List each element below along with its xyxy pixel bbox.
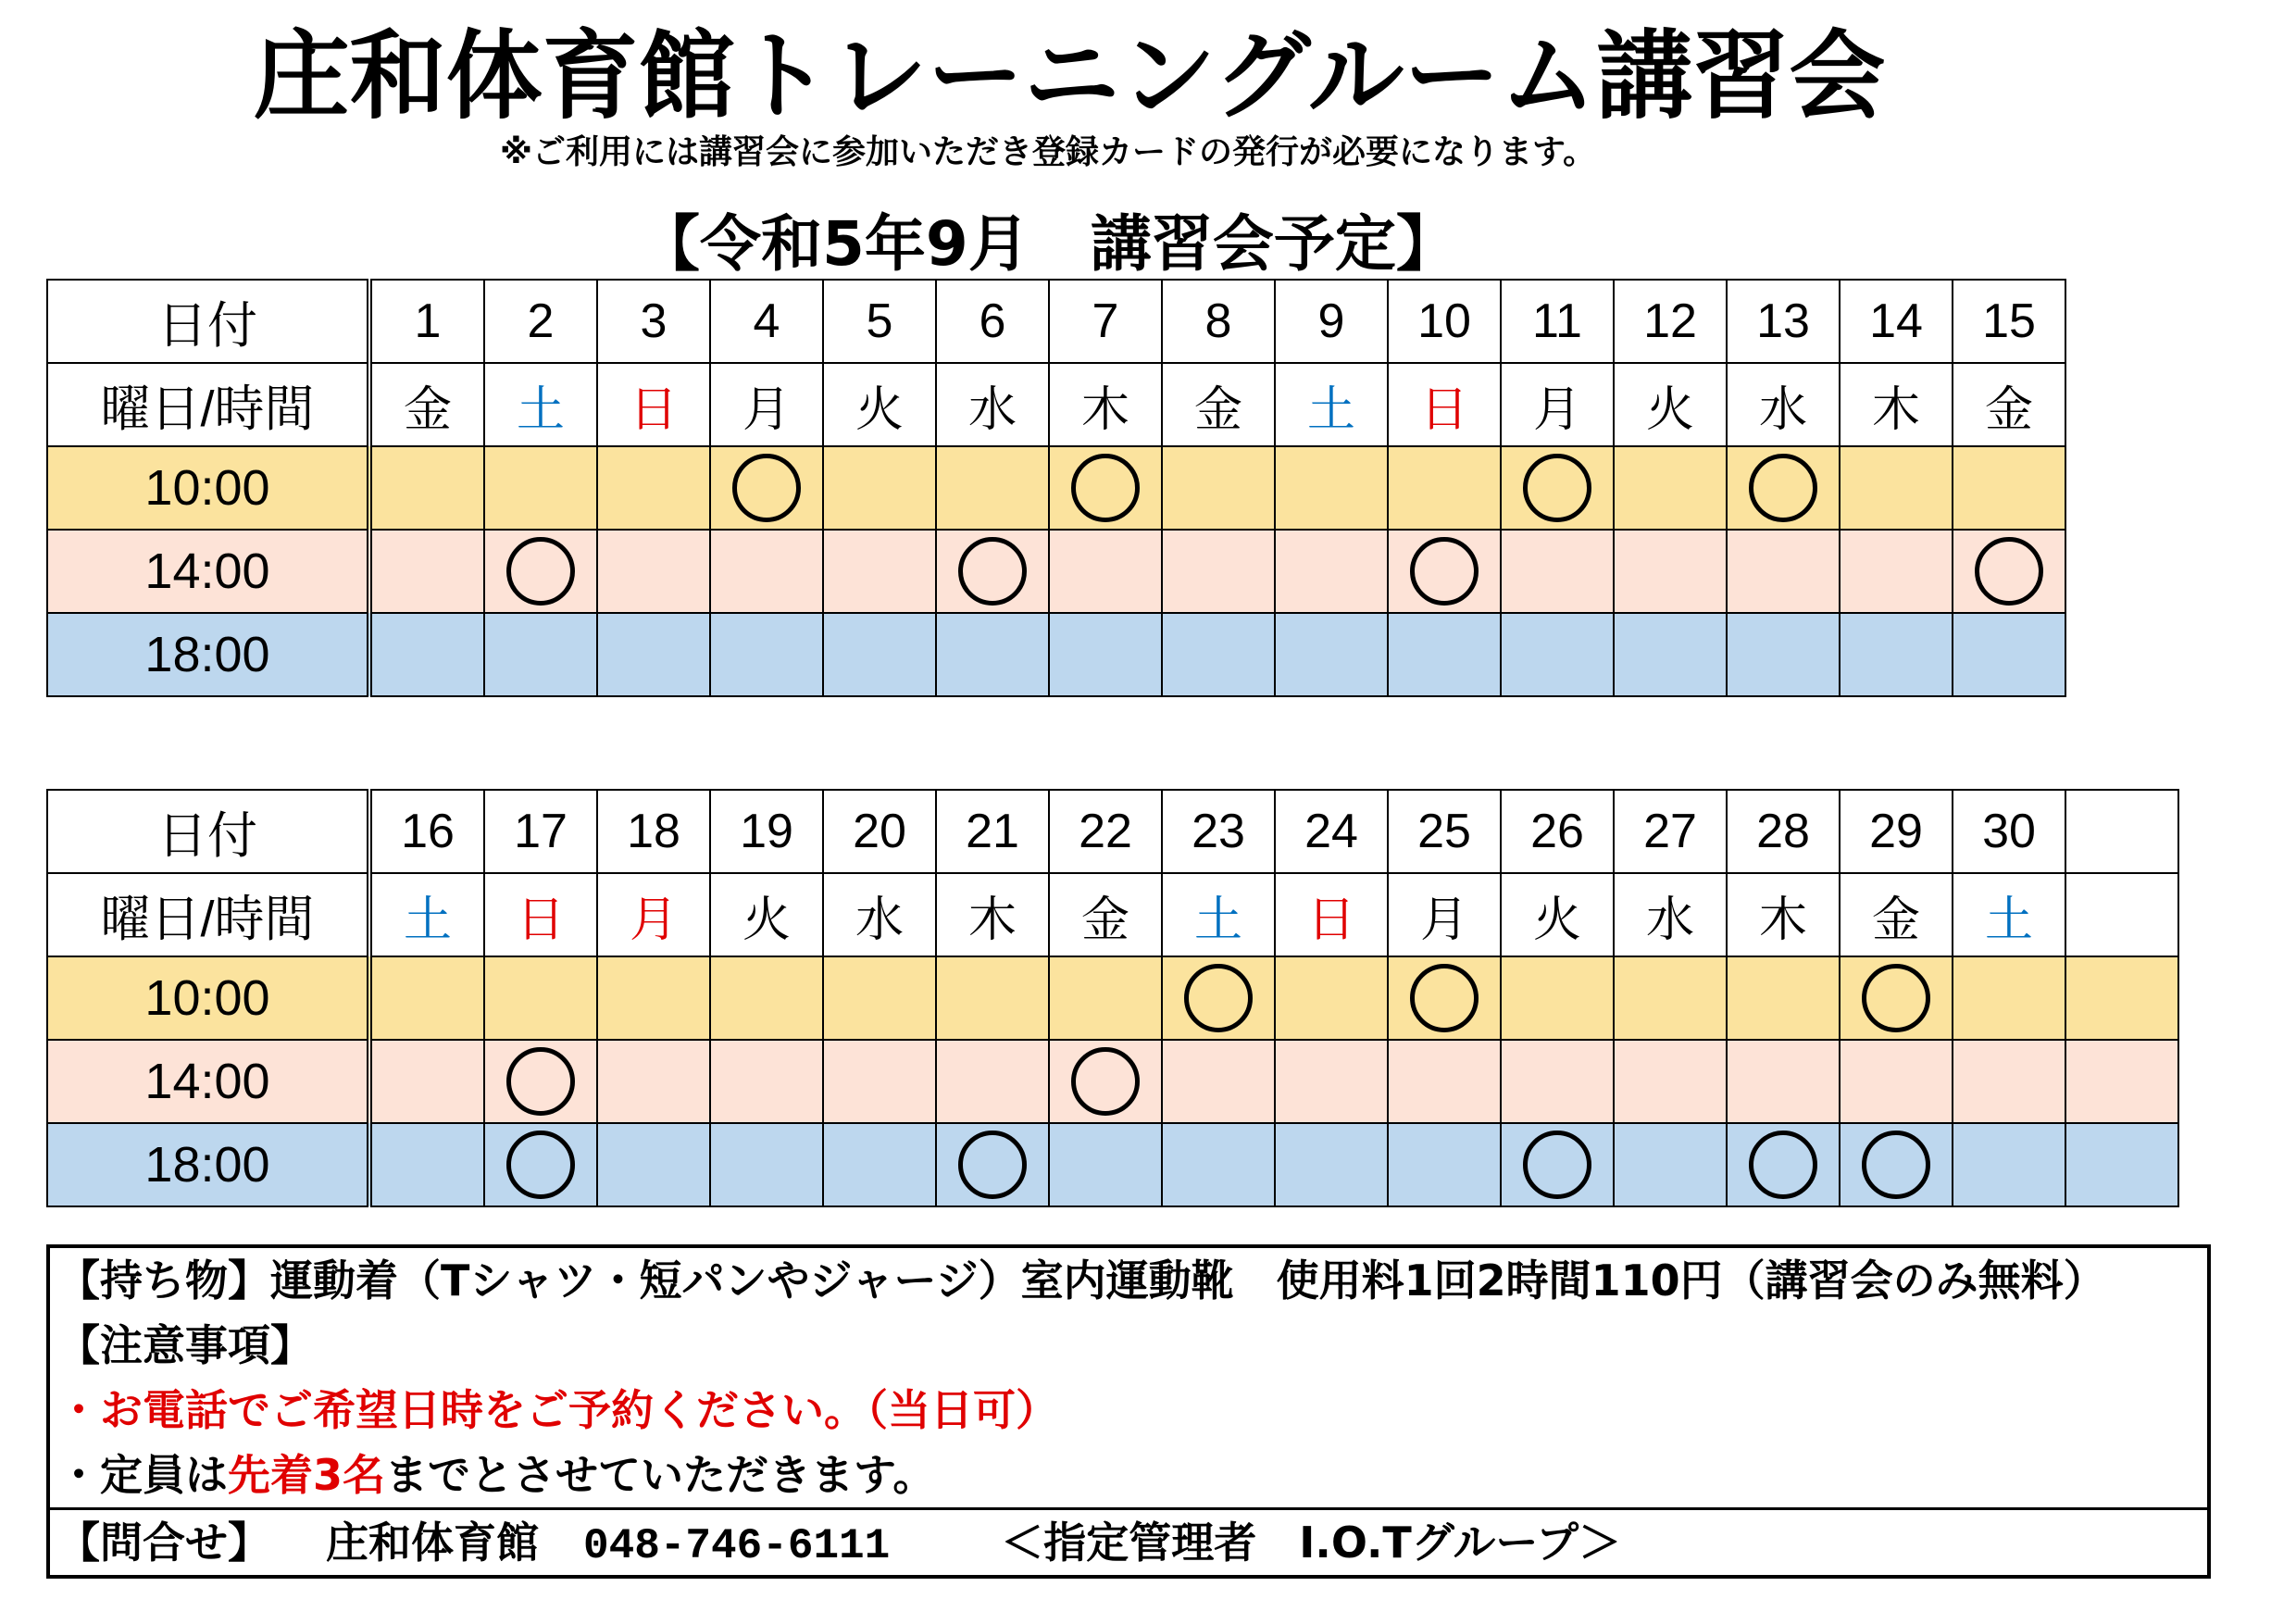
- date-cell: 4: [710, 280, 823, 363]
- items-text: 運動着（Tシャツ・短パンやジャージ）室内運動靴 使用料1回2時間110円（講習会のみ無料）: [270, 1255, 2106, 1305]
- date-cell: 25: [1388, 790, 1501, 873]
- session-available-mark: [1071, 454, 1140, 522]
- empty-cell: [1501, 613, 1614, 696]
- date-cell: 17: [484, 790, 597, 873]
- date-cell: 2: [484, 280, 597, 363]
- date-cell: 15: [1953, 280, 2065, 363]
- date-cell: 1: [369, 280, 484, 363]
- weekday-cell: 水: [823, 873, 936, 956]
- session-available-mark: [1862, 1131, 1930, 1199]
- empty-cell: [484, 613, 597, 696]
- session-available-mark: [1410, 964, 1479, 1032]
- note-reservation: ・お電話でご希望日時をご予約ください。（当日可）: [57, 1385, 1058, 1435]
- empty-cell: [1501, 1040, 1614, 1123]
- session-cell: [936, 530, 1049, 613]
- empty-cell: [1049, 530, 1162, 613]
- empty-cell: [1614, 956, 1727, 1040]
- session-available-mark: [1071, 1047, 1140, 1116]
- session-available-mark: [1523, 454, 1591, 522]
- empty-cell: [823, 530, 936, 613]
- empty-cell: [597, 613, 710, 696]
- date-row: [47, 790, 2178, 873]
- empty-cell: [1162, 530, 1275, 613]
- empty-cell: [597, 446, 710, 530]
- date-cell: 23: [1162, 790, 1275, 873]
- session-available-mark: [506, 1047, 575, 1116]
- date-cell: [2065, 790, 2178, 873]
- weekday-cell: 月: [597, 873, 710, 956]
- empty-cell: [1840, 1040, 1953, 1123]
- weekday-cell: 月: [710, 363, 823, 446]
- date-row: [47, 280, 2065, 363]
- empty-cell: [1162, 446, 1275, 530]
- empty-cell: [369, 613, 484, 696]
- weekday-cell: 火: [1614, 363, 1727, 446]
- session-cell: [1049, 1040, 1162, 1123]
- session-cell: [1388, 530, 1501, 613]
- schedule-table-second-half: [46, 789, 2179, 1207]
- date-cell: 9: [1275, 280, 1388, 363]
- session-cell: [1953, 530, 2065, 613]
- date-cell: 12: [1614, 280, 1727, 363]
- empty-cell: [2065, 1123, 2178, 1206]
- empty-cell: [710, 956, 823, 1040]
- weekday-cell: 土: [484, 363, 597, 446]
- date-cell: 21: [936, 790, 1049, 873]
- empty-cell: [1275, 1040, 1388, 1123]
- empty-cell: [1275, 1123, 1388, 1206]
- empty-cell: [2065, 956, 2178, 1040]
- weekday-cell: 木: [1049, 363, 1162, 446]
- time-row: [47, 613, 2065, 696]
- empty-cell: [1049, 613, 1162, 696]
- weekday-cell: 木: [936, 873, 1049, 956]
- weekday-cell: 日: [1275, 873, 1388, 956]
- empty-cell: [823, 613, 936, 696]
- session-available-mark: [506, 537, 575, 606]
- info-box: [46, 1244, 2211, 1579]
- empty-cell: [1727, 530, 1840, 613]
- empty-cell: [1727, 1040, 1840, 1123]
- empty-cell: [1275, 530, 1388, 613]
- time-row: [47, 530, 2065, 613]
- date-cell: 7: [1049, 280, 1162, 363]
- empty-cell: [597, 530, 710, 613]
- date-cell: 19: [710, 790, 823, 873]
- note-capacity-highlight: 先着3名: [228, 1450, 386, 1500]
- empty-cell: [1840, 613, 1953, 696]
- empty-cell: [1275, 613, 1388, 696]
- session-available-mark: [1749, 1131, 1817, 1199]
- weekday-cell: 日: [484, 873, 597, 956]
- contact-name: 庄和体育館: [326, 1518, 539, 1568]
- date-cell: 22: [1049, 790, 1162, 873]
- date-label: 日付: [47, 280, 369, 363]
- empty-cell: [1501, 530, 1614, 613]
- empty-cell: [710, 1040, 823, 1123]
- empty-cell: [1162, 613, 1275, 696]
- empty-cell: [1501, 956, 1614, 1040]
- weekday-cell: 金: [1162, 363, 1275, 446]
- time-label: 18:00: [47, 613, 369, 696]
- empty-cell: [1840, 446, 1953, 530]
- session-available-mark: [1862, 964, 1930, 1032]
- session-available-mark: [506, 1131, 575, 1199]
- session-cell: [1840, 956, 1953, 1040]
- empty-cell: [1727, 956, 1840, 1040]
- empty-cell: [1953, 1040, 2065, 1123]
- empty-cell: [823, 1123, 936, 1206]
- session-cell: [710, 446, 823, 530]
- weekday-cell: [2065, 873, 2178, 956]
- session-cell: [1388, 956, 1501, 1040]
- session-cell: [1501, 1123, 1614, 1206]
- date-cell: 29: [1840, 790, 1953, 873]
- time-row: [47, 1040, 2178, 1123]
- date-cell: 10: [1388, 280, 1501, 363]
- weekday-cell: 土: [1275, 363, 1388, 446]
- note-capacity-suffix: までとさせていただきます。: [385, 1450, 936, 1500]
- weekday-time-label: 曜日/時間: [47, 873, 369, 956]
- date-cell: 27: [1614, 790, 1727, 873]
- weekday-cell: 金: [1840, 873, 1953, 956]
- notes-heading: 【注意事項】: [57, 1320, 313, 1370]
- session-available-mark: [1749, 454, 1817, 522]
- session-available-mark: [1523, 1131, 1591, 1199]
- session-cell: [1727, 1123, 1840, 1206]
- session-cell: [936, 1123, 1049, 1206]
- session-cell: [484, 530, 597, 613]
- weekday-cell: 木: [1727, 873, 1840, 956]
- weekday-cell: 火: [1501, 873, 1614, 956]
- session-cell: [1162, 956, 1275, 1040]
- date-cell: 13: [1727, 280, 1840, 363]
- empty-cell: [1275, 446, 1388, 530]
- page-title: [0, 20, 2296, 131]
- session-available-mark: [958, 1131, 1027, 1199]
- weekday-cell: 金: [1049, 873, 1162, 956]
- weekday-row: [47, 873, 2178, 956]
- weekday-cell: 土: [1953, 873, 2065, 956]
- items-line: [50, 1248, 2207, 1313]
- contact-manager: ＜指定管理者 I.O.Tグループ＞: [1001, 1518, 1622, 1568]
- date-cell: 5: [823, 280, 936, 363]
- empty-cell: [1614, 530, 1727, 613]
- time-row: [47, 956, 2178, 1040]
- time-label: 18:00: [47, 1123, 369, 1206]
- weekday-cell: 日: [597, 363, 710, 446]
- time-label: 14:00: [47, 1040, 369, 1123]
- empty-cell: [369, 446, 484, 530]
- empty-cell: [936, 446, 1049, 530]
- time-label: 10:00: [47, 956, 369, 1040]
- session-cell: [484, 1123, 597, 1206]
- empty-cell: [369, 1123, 484, 1206]
- subtitle: ※ご利用には講習会に参加いただき登録カードの発行が必要になります。: [500, 133, 1597, 171]
- empty-cell: [1614, 613, 1727, 696]
- date-cell: 28: [1727, 790, 1840, 873]
- weekday-cell: 土: [369, 873, 484, 956]
- time-label: 10:00: [47, 446, 369, 530]
- date-cell: 30: [1953, 790, 2065, 873]
- session-available-mark: [732, 454, 801, 522]
- note-capacity-prefix: ・定員は: [57, 1450, 228, 1500]
- empty-cell: [1727, 613, 1840, 696]
- empty-cell: [1388, 1123, 1501, 1206]
- empty-cell: [369, 530, 484, 613]
- empty-cell: [2065, 1040, 2178, 1123]
- weekday-cell: 水: [1727, 363, 1840, 446]
- date-label: 日付: [47, 790, 369, 873]
- date-cell: 11: [1501, 280, 1614, 363]
- time-label: 14:00: [47, 530, 369, 613]
- empty-cell: [1049, 1123, 1162, 1206]
- session-cell: [1049, 446, 1162, 530]
- date-cell: 6: [936, 280, 1049, 363]
- note-capacity: [50, 1443, 2207, 1507]
- date-cell: 18: [597, 790, 710, 873]
- weekday-time-label: 曜日/時間: [47, 363, 369, 446]
- empty-cell: [1275, 956, 1388, 1040]
- weekday-cell: 水: [936, 363, 1049, 446]
- weekday-cell: 金: [369, 363, 484, 446]
- empty-cell: [1614, 446, 1727, 530]
- date-cell: 26: [1501, 790, 1614, 873]
- items-label: 【持ち物】: [57, 1255, 270, 1305]
- empty-cell: [1388, 613, 1501, 696]
- weekday-cell: 木: [1840, 363, 1953, 446]
- time-row: [47, 446, 2065, 530]
- weekday-cell: 金: [1953, 363, 2065, 446]
- date-cell: 20: [823, 790, 936, 873]
- date-cell: 16: [369, 790, 484, 873]
- page-title-text: 庄和体育館トレーニングルーム講習会: [253, 19, 1886, 132]
- empty-cell: [1614, 1123, 1727, 1206]
- empty-cell: [1840, 530, 1953, 613]
- date-cell: 8: [1162, 280, 1275, 363]
- session-cell: [1501, 446, 1614, 530]
- session-cell: [1840, 1123, 1953, 1206]
- empty-cell: [710, 530, 823, 613]
- empty-cell: [1162, 1123, 1275, 1206]
- session-available-mark: [958, 537, 1027, 606]
- date-cell: 3: [597, 280, 710, 363]
- empty-cell: [710, 613, 823, 696]
- contact-phone: 048-746-6111: [583, 1522, 891, 1570]
- weekday-cell: 火: [823, 363, 936, 446]
- empty-cell: [1388, 1040, 1501, 1123]
- schedule-table-first-half: [46, 279, 2066, 697]
- weekday-cell: 火: [710, 873, 823, 956]
- empty-cell: [1953, 613, 2065, 696]
- schedule-period-heading: 【令和5年9月 講習会予定】: [639, 208, 1457, 280]
- session-cell: [484, 1040, 597, 1123]
- session-available-mark: [1975, 537, 2043, 606]
- date-cell: 14: [1840, 280, 1953, 363]
- empty-cell: [597, 1123, 710, 1206]
- empty-cell: [1614, 1040, 1727, 1123]
- empty-cell: [1953, 1123, 2065, 1206]
- weekday-cell: 月: [1501, 363, 1614, 446]
- contact-line: [50, 1507, 2207, 1575]
- empty-cell: [484, 956, 597, 1040]
- empty-cell: [823, 956, 936, 1040]
- weekday-cell: 土: [1162, 873, 1275, 956]
- empty-cell: [1049, 956, 1162, 1040]
- empty-cell: [597, 1040, 710, 1123]
- weekday-row: [47, 363, 2065, 446]
- time-row: [47, 1123, 2178, 1206]
- weekday-cell: 水: [1614, 873, 1727, 956]
- empty-cell: [823, 446, 936, 530]
- empty-cell: [936, 613, 1049, 696]
- session-available-mark: [1184, 964, 1253, 1032]
- empty-cell: [710, 1123, 823, 1206]
- empty-cell: [936, 956, 1049, 1040]
- empty-cell: [1953, 956, 2065, 1040]
- date-cell: 24: [1275, 790, 1388, 873]
- empty-cell: [369, 1040, 484, 1123]
- weekday-cell: 月: [1388, 873, 1501, 956]
- empty-cell: [597, 956, 710, 1040]
- empty-cell: [1388, 446, 1501, 530]
- empty-cell: [936, 1040, 1049, 1123]
- empty-cell: [369, 956, 484, 1040]
- session-available-mark: [1410, 537, 1479, 606]
- empty-cell: [1162, 1040, 1275, 1123]
- empty-cell: [484, 446, 597, 530]
- empty-cell: [823, 1040, 936, 1123]
- weekday-cell: 日: [1388, 363, 1501, 446]
- empty-cell: [1953, 446, 2065, 530]
- session-cell: [1727, 446, 1840, 530]
- contact-label: 【問合せ】: [57, 1518, 270, 1568]
